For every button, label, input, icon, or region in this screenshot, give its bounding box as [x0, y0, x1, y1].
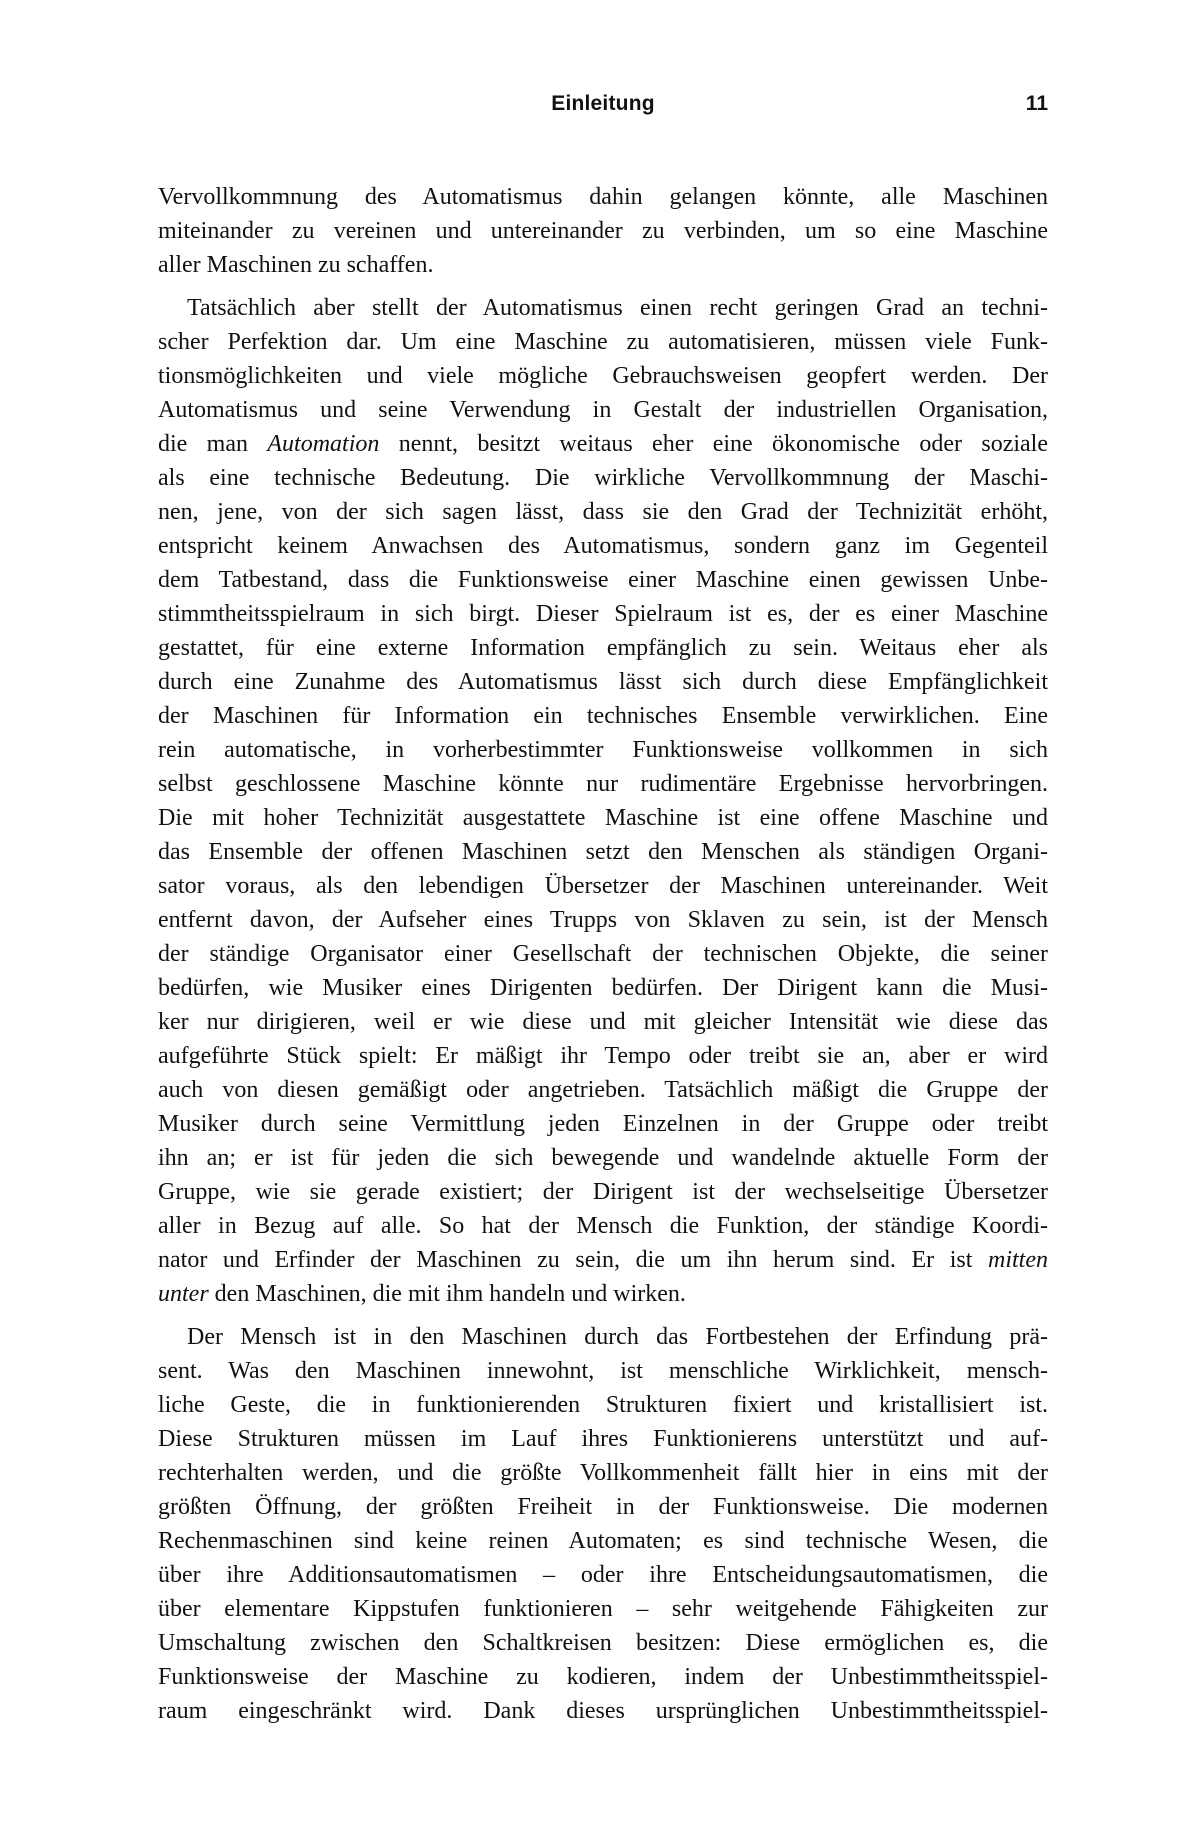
paragraph-first-line: Tatsächlich aber stellt der Automatismus einen recht geringen Grad an techni- — [187, 295, 1048, 321]
text-line: gestattet, für eine externe Information empfänglich zu sein. Weitaus eher als — [158, 635, 1048, 661]
text-segment: nator und Erfinder der Maschinen zu sein, die um ihn herum sind. Er ist — [158, 1247, 988, 1273]
text-line: ihn an; er ist für jeden die sich bewegende und wandelnde aktuelle Form der — [158, 1145, 1048, 1171]
text-line: rein automatische, in vorherbestimmter Funktionsweise vollkommen in sich — [158, 737, 1048, 763]
text-line: über elementare Kippstufen funktionieren – sehr weitgehende Fähigkeiten zur — [158, 1596, 1048, 1622]
text-line: bedürfen, wie Musiker eines Dirigenten bedürfen. Der Dirigent kann die Musi- — [158, 975, 1048, 1001]
text-line: aller Maschinen zu schaffen. — [158, 252, 434, 278]
text-line: scher Perfektion dar. Um eine Maschine zu automatisieren, müssen viele Funk- — [158, 329, 1048, 355]
text-line: rechterhalten werden, und die größte Vollkommenheit fällt hier in eins mit der — [158, 1460, 1048, 1486]
body-text — [158, 180, 1048, 1728]
text-line: Umschaltung zwischen den Schaltkreisen besitzen: Diese ermöglichen es, die — [158, 1630, 1048, 1656]
text-line: dem Tatbestand, dass die Funktionsweise einer Maschine einen gewissen Unbe- — [158, 567, 1048, 593]
text-segment: die man — [158, 431, 268, 457]
text-line — [158, 1277, 1048, 1311]
paragraph-first-line: Der Mensch ist in den Maschinen durch das Fortbestehen der Erfindung prä- — [187, 1324, 1048, 1350]
text-line: tionsmöglichkeiten und viele mögliche Gebrauchsweisen geopfert werden. Der — [158, 363, 1048, 389]
text-line: durch eine Zunahme des Automatismus lässt sich durch diese Empfänglichkeit — [158, 669, 1048, 695]
text-line: Diese Strukturen müssen im Lauf ihres Funktionierens unterstützt und auf- — [158, 1426, 1048, 1452]
text-line: selbst geschlossene Maschine könnte nur rudimentäre Ergebnisse hervorbringen. — [158, 771, 1048, 797]
page-number: 11 — [1025, 92, 1048, 115]
text-line: nen, jene, von der sich sagen lässt, dass sie den Grad der Technizität erhöht, — [158, 499, 1048, 525]
text-line: miteinander zu vereinen und untereinander zu verbinden, um so eine Maschine — [158, 218, 1048, 244]
emphasis-unter: unter — [158, 1281, 209, 1307]
text-line: Rechenmaschinen sind keine reinen Automaten; es sind technische Wesen, die — [158, 1528, 1048, 1554]
text-line: der Maschinen für Information ein technisches Ensemble verwirklichen. Eine — [158, 703, 1048, 729]
text-line — [158, 427, 1048, 461]
text-line: über ihre Additionsautomatismen – oder ihre Entscheidungsautomatismen, die — [158, 1562, 1048, 1588]
text-line: das Ensemble der offenen Maschinen setzt den Menschen als ständigen Organi- — [158, 839, 1048, 865]
text-line: auch von diesen gemäßigt oder angetrieben. Tatsächlich mäßigt die Gruppe der — [158, 1077, 1048, 1103]
text-line: sator voraus, als den lebendigen Übersetzer der Maschinen untereinander. Weit — [158, 873, 1048, 899]
text-line — [158, 1243, 1048, 1277]
text-line: raum eingeschränkt wird. Dank dieses ursprünglichen Unbestimmtheitsspiel- — [158, 1698, 1048, 1724]
text-line: stimmtheitsspielraum in sich birgt. Dieser Spielraum ist es, der es einer Maschine — [158, 601, 1048, 627]
text-line: aller in Bezug auf alle. So hat der Mensch die Funktion, der ständige Koordi- — [158, 1213, 1048, 1239]
text-line: sent. Was den Maschinen innewohnt, ist menschliche Wirklichkeit, mensch- — [158, 1358, 1048, 1384]
text-line: Automatismus und seine Verwendung in Gestalt der industriellen Organisation, — [158, 397, 1048, 423]
text-segment: nennt, besitzt weitaus eher eine ökonomische oder soziale — [379, 431, 1049, 457]
text-line: entfernt davon, der Aufseher eines Trupps von Sklaven zu sein, ist der Mensch — [158, 907, 1048, 933]
text-line: der ständige Organisator einer Gesellschaft der technischen Objekte, die seiner — [158, 941, 1048, 967]
running-title: Einleitung — [551, 92, 655, 115]
emphasis-mitten: mitten — [988, 1247, 1048, 1273]
text-line: Vervollkommnung des Automatismus dahin gelangen könnte, alle Maschinen — [158, 184, 1048, 210]
emphasis-automation: Automation — [267, 431, 380, 457]
text-segment: den Maschinen, die mit ihm handeln und wirken. — [208, 1281, 686, 1307]
text-line: liche Geste, die in funktionierenden Strukturen fixiert und kristallisiert ist. — [158, 1392, 1048, 1418]
text-line: Gruppe, wie sie gerade existiert; der Dirigent ist der wechselseitige Übersetzer — [158, 1179, 1048, 1205]
running-head — [158, 92, 1048, 122]
text-line: Die mit hoher Technizität ausgestattete Maschine ist eine offene Maschine und — [158, 805, 1048, 831]
text-line: als eine technische Bedeutung. Die wirkliche Vervollkommnung der Maschi- — [158, 465, 1048, 491]
text-line: Funktionsweise der Maschine zu kodieren, indem der Unbestimmtheitsspiel- — [158, 1664, 1048, 1690]
text-line: entspricht keinem Anwachsen des Automatismus, sondern ganz im Gegenteil — [158, 533, 1048, 559]
text-line: größten Öffnung, der größten Freiheit in der Funktionsweise. Die modernen — [158, 1494, 1048, 1520]
text-line: aufgeführte Stück spielt: Er mäßigt ihr Tempo oder treibt sie an, aber er wird — [158, 1043, 1048, 1069]
text-line: ker nur dirigieren, weil er wie diese und mit gleicher Intensität wie diese das — [158, 1009, 1048, 1035]
text-line: Musiker durch seine Vermittlung jeden Einzelnen in der Gruppe oder treibt — [158, 1111, 1048, 1137]
